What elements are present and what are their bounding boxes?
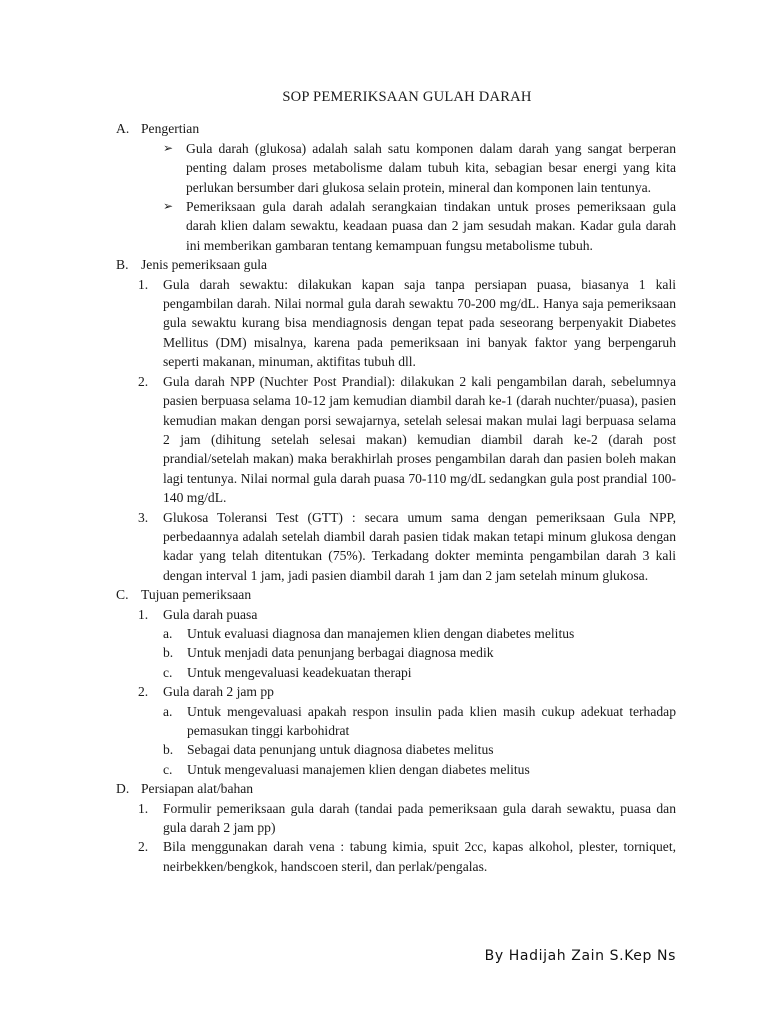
list-item [116,275,676,372]
list-item-text: Gula darah puasa [163,606,258,622]
section-d [116,779,676,876]
sub-list-item [163,663,676,682]
sub-list-item [163,643,676,662]
list-item-text: Gula darah 2 jam pp [163,684,274,700]
sub-list-text: Sebagai data penunjang untuk diagnosa diabetes melitus [187,742,494,758]
list-number: 2. [138,839,149,855]
sub-list-text: Untuk mengevaluasi keadekuatan therapi [187,664,412,680]
sub-list-text: Untuk mengevaluasi manajemen klien dengan diabetes melitus [187,761,530,777]
list-item-text: Pemeriksaan gula darah adalah serangkaian tindakan untuk proses pemeriksaan gula darah klien dalam sewaktu, keadaan puasa dan 2 jam sesudah makan. Kadar gula darah ini memberikan gambaran tentang kemampuan fungsu metabolisme tubuh. [186,199,676,253]
numbered-list [116,275,676,586]
author-signature: By Hadijah Zain S.Kep Ns [484,948,676,964]
sub-list-item [163,624,676,643]
list-item [116,139,676,197]
section-title: Tujuan pemeriksaan [141,587,252,603]
section-title: Pengertian [141,121,200,137]
list-number: 1. [138,606,149,622]
list-item-text: Gula darah sewaktu: dilakukan kapan saja tanpa persiapan puasa, biasanya 1 kali pengambilan darah. Nilai normal gula darah sewaktu 70-200 mg/dL. Hanya saja pemeriksaan gula sewaktu kurang bisa mendiagnosis dengan tepat pada seseorang berpenyakit Diabetes Mellitus (DM) misalnya, karena pada pemeriksaan ini banyak faktor yang berpengaruh seperti makanan, minuman, aktifitas tubuh dll. [163,276,676,370]
list-item [116,605,676,683]
document-title: SOP PEMERIKSAAN GULAH DARAH [282,89,532,105]
list-number: 1. [138,276,149,292]
section-letter: A. [116,121,130,137]
list-number: 2. [138,373,149,389]
list-item-text: Gula darah NPP (Nuchter Post Prandial): dilakukan 2 kali pengambilan darah, sebelumnya pasien berpuasa selama 10-12 jam kemudian diambil darah ke-1 (darah nuchter/puasa), pasien kemudian makan dengan porsi sewajarnya, setelah selesai makan mulai lagi berpuasa selama 2 jam (dihitung setelah selesai makan) kemudian diambil darah ke-2 (darah post prandial/setelah makan) maka berakhirlah proses pengambilan darah dan pasien boleh makan lagi tentunya. Nilai normal gula darah puasa 70-110 mg/dL sedangkan gula post prandial 100-140 mg/dL. [163,373,676,506]
sub-list-item [163,702,676,741]
list-item-text: Bila menggunakan darah vena : tabung kimia, spuit 2cc, kapas alkohol, plester, torniquet, neirbekken/bengkok, handscoen steril, dan perlak/pengalas. [163,839,676,874]
list-item-text: Glukosa Toleransi Test (GTT) : secara umum sama dengan pemeriksaan Gula NPP, perbedaannya adalah setelah diambil darah pasien tidak makan tetapi minum glukosa dengan kadar yang telah ditentukan (75%). Terkadang dokter meminta pengambilan darah 3 kali dengan interval 1 jam, jadi pasien diambil darah 1 jam dan 2 jam setelah minum glukosa. [163,509,676,583]
section-a [116,119,676,255]
section-letter: D. [116,781,130,797]
definition-list [116,139,676,255]
list-item [116,508,676,586]
section-title: Persiapan alat/bahan [141,781,254,797]
section-title: Jenis pemeriksaan gula [141,257,268,273]
sub-list-item [163,760,676,779]
arrow-bullet-icon: ➢ [163,140,174,155]
sub-list-letter: b. [163,645,174,661]
sub-list-text: Untuk mengevaluasi apakah respon insulin pada klien masih cukup adekuat terhadap pemasukan tinggi karbohidrat [187,703,676,738]
list-number: 2. [138,684,149,700]
list-number: 1. [138,800,149,816]
sub-list-text: Untuk menjadi data penunjang berbagai diagnosa medik [187,645,494,661]
sub-list-letter: c. [163,664,173,680]
section-b [116,255,676,585]
list-item-text: Gula darah (glukosa) adalah salah satu komponen dalam darah yang sangat berperan penting dalam proses metabolisme dalam tubuh kita, sebagian besar energi yang kita perlukan bersumber dari glukosa selain protein, mineral dan komponen lain tentunya. [186,140,676,195]
list-item-text: Formulir pemeriksaan gula darah (tandai pada pemeriksaan gula darah sewaktu, puasa dan gula darah 2 jam pp) [163,800,676,836]
sub-list-item [163,740,676,759]
arrow-bullet-icon: ➢ [163,199,174,214]
list-item [116,197,676,255]
list-item [116,799,676,838]
section-letter: C. [116,587,129,603]
list-item [116,682,676,779]
sub-list-letter: c. [163,761,173,777]
sub-list [163,624,676,682]
sub-list [163,702,676,780]
list-number: 3. [138,509,149,525]
sub-list-letter: a. [163,625,173,641]
sub-list-letter: a. [163,703,173,719]
list-item [116,837,676,876]
numbered-list [116,605,676,780]
sub-list-letter: b. [163,742,174,758]
section-c [116,585,676,779]
sub-list-text: Untuk evaluasi diagnosa dan manajemen klien dengan diabetes melitus [187,625,575,641]
numbered-list [116,799,676,877]
list-item [116,372,676,508]
section-letter: B. [116,257,129,273]
